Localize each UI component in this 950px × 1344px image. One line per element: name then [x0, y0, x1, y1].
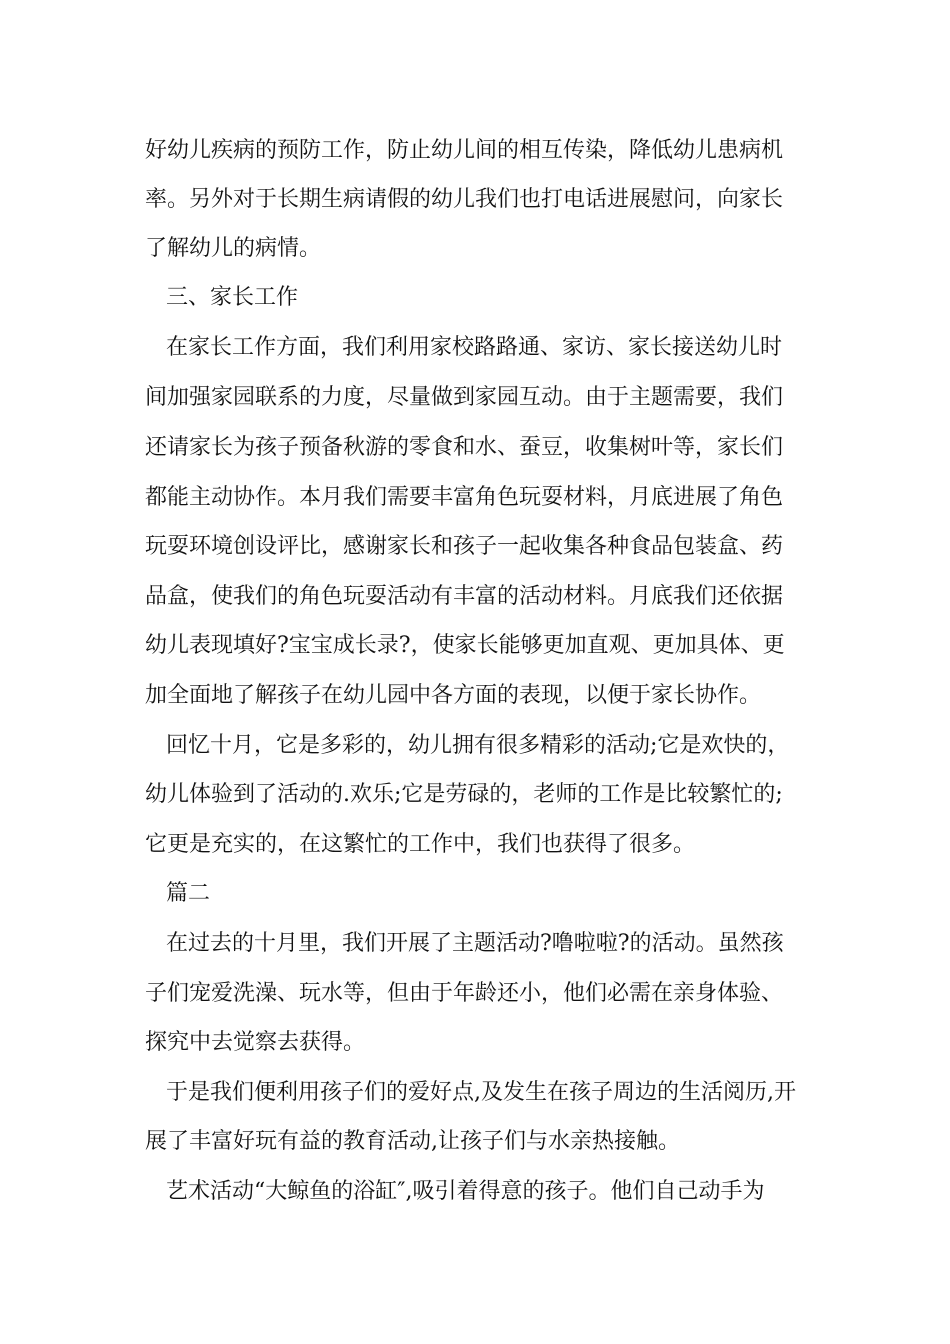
paragraph-line-20: 于是我们便利用孩子们的爱好点,及发生在孩子周边的生活阅历,开 — [166, 1080, 796, 1105]
section-heading-parent-work: 三、家长工作 — [166, 285, 299, 310]
paragraph-line-12: 加全面地了解孩子在幼儿园中各方面的表现，以便于家长协作。 — [145, 683, 762, 708]
paragraph-line-17: 在过去的十月里，我们开展了主题活动?噜啦啦?的活动。虽然孩 — [166, 931, 784, 956]
paragraph-line-13: 回忆十月，它是多彩的，幼儿拥有很多精彩的活动;它是欢快的， — [166, 733, 790, 758]
paragraph-line-3: 了解幼儿的病情。 — [145, 236, 322, 261]
paragraph-line-5: 在家长工作方面，我们利用家校路路通、家访、家长接送幼儿时 — [166, 335, 783, 360]
paragraph-line-18: 子们宠爱洗澡、玩水等，但由于年龄还小，他们必需在亲身体验、 — [145, 981, 784, 1006]
paragraph-line-7: 还请家长为孩子预备秋游的零食和水、蚕豆，收集树叶等，家长们 — [145, 435, 784, 460]
paragraph-line-15: 它更是充实的，在这繁忙的工作中，我们也获得了很多。 — [145, 832, 696, 857]
paragraph-line-9: 玩耍环境创设评比，感谢家长和孩子一起收集各种食品包装盒、药 — [145, 534, 784, 559]
section-heading-part-two: 篇二 — [166, 881, 211, 906]
paragraph-line-6: 间加强家园联系的力度，尽量做到家园互动。由于主题需要，我们 — [145, 385, 784, 410]
paragraph-line-2: 率。另外对于长期生病请假的幼儿我们也打电话进展慰问，向家长 — [145, 187, 784, 212]
paragraph-line-21: 展了丰富好玩有益的教育活动,让孩子们与水亲热接触。 — [145, 1129, 680, 1154]
paragraph-line-1: 好幼儿疾病的预防工作，防止幼儿间的相互传染，降低幼儿患病机 — [145, 138, 784, 163]
paragraph-line-8: 都能主动协作。本月我们需要丰富角色玩耍材料，月底进展了角色 — [145, 485, 784, 510]
paragraph-line-19: 探究中去觉察去获得。 — [145, 1030, 366, 1055]
paragraph-line-10: 品盒，使我们的角色玩耍活动有丰富的活动材料。月底我们还依据 — [145, 584, 784, 609]
paragraph-line-14: 幼儿体验到了活动的.欢乐;它是劳碌的，老师的工作是比较繁忙的; — [145, 782, 783, 807]
paragraph-line-22: 艺术活动“大鲸鱼的浴缸″,吸引着得意的孩子。他们自己动手为 — [166, 1179, 765, 1204]
paragraph-line-11: 幼儿表现填好?宝宝成长录?，使家长能够更加直观、更加具体、更 — [145, 633, 785, 658]
